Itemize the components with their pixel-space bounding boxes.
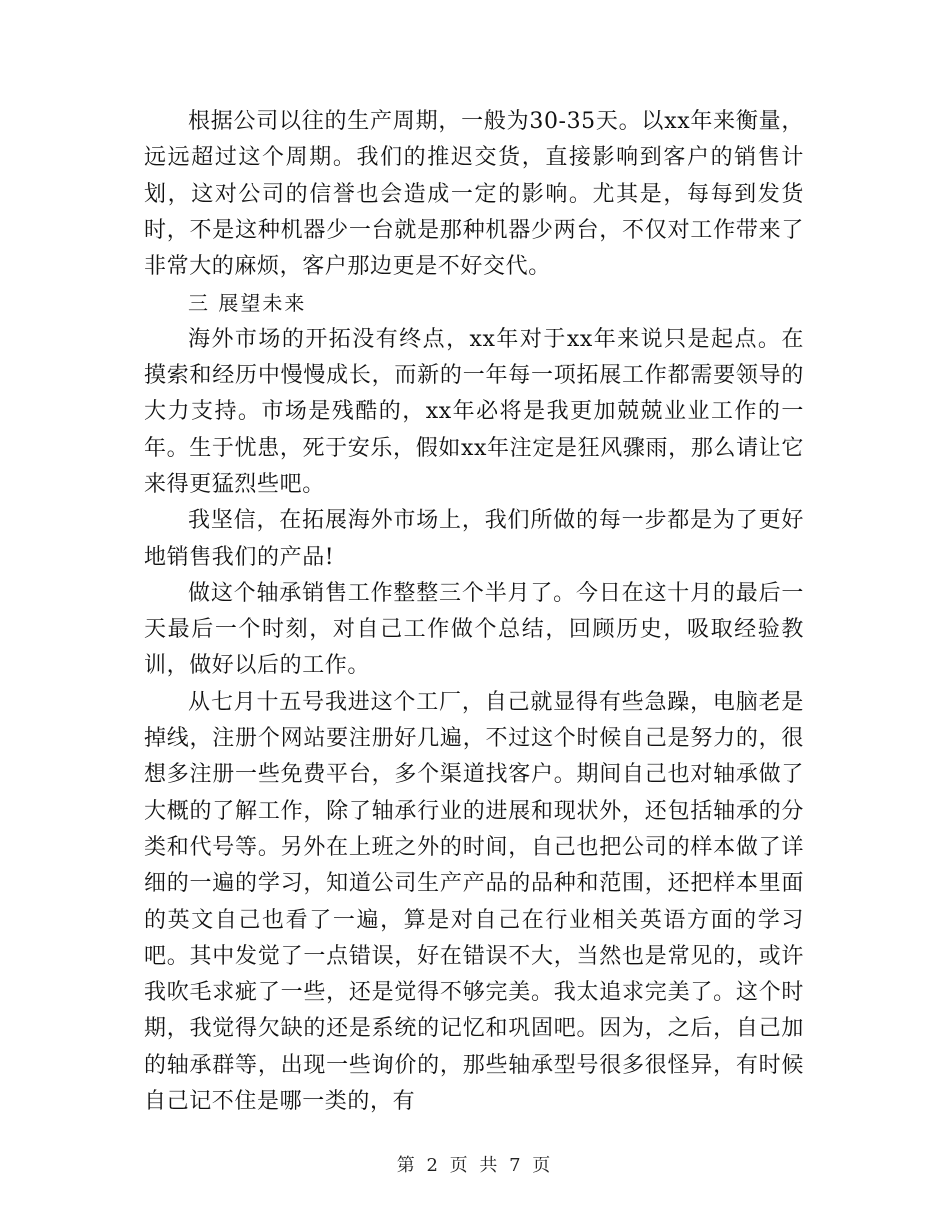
document-body (144, 104, 804, 1120)
paragraph-overseas-market: 海外市场的开拓没有终点，xx年对于xx年来说只是起点。在摸索和经历中慢慢成长，而新的一年每一项拓展工作都需要领导的大力支持。市场是残酷的，xx年必将是我更加兢兢业业工作的一年。生于忧患，死于安乐，假如xx年注定是狂风骤雨，那么请让它来得更猛烈些吧。 (144, 326, 804, 497)
paragraph-belief: 我坚信，在拓展海外市场上，我们所做的每一步都是为了更好地销售我们的产品! (144, 508, 804, 570)
paragraph-work-history: 从七月十五号我进这个工厂，自己就显得有些急躁，电脑老是掉线，注册个网站要注册好几遍，不过这个时候自己是努力的，很想多注册一些免费平台，多个渠道找客户。期间自己也对轴承做了大概的了解工作，除了轴承行业的进展和现状外，还包括轴承的分类和代号等。另外在上班之外的时间，自己也把公司的样本做了详细的一遍的学习，知道公司生产产品的品种和范围，还把样本里面的英文自己也看了一遍，算是对自己在行业相关英语方面的学习吧。其中发觉了一点错误，好在错误不大，当然也是常见的，或许我吹毛求疵了一些，还是觉得不够完美。我太追求完美了。这个时期，我觉得欠缺的还是系统的记忆和巩固吧。因为，之后，自己加的轴承群等，出现一些询价的，那些轴承型号很多很怪异，有时候自己记不住是哪一类的，有 (144, 689, 804, 1115)
paragraph-bearing-sales-summary: 做这个轴承销售工作整整三个半月了。今日在这十月的最后一天最后一个时刻，对自己工作做个总结，回顾历史，吸取经验教训，做好以后的工作。 (144, 580, 804, 679)
paragraph-delivery-delay: 根据公司以往的生产周期，一般为30-35天。以xx年来衡量，远远超过这个周期。我们的推迟交货，直接影响到客户的销售计划，这对公司的信誉也会造成一定的影响。尤其是，每每到发货时，不是这种机器少一台就是那种机器少两台，不仅对工作带来了非常大的麻烦，客户那边更是不好交代。 (144, 109, 804, 280)
section-heading-outlook: 三 展望未来 (188, 291, 307, 316)
page-number-footer: 第 2 页 共 7 页 (396, 1155, 554, 1176)
